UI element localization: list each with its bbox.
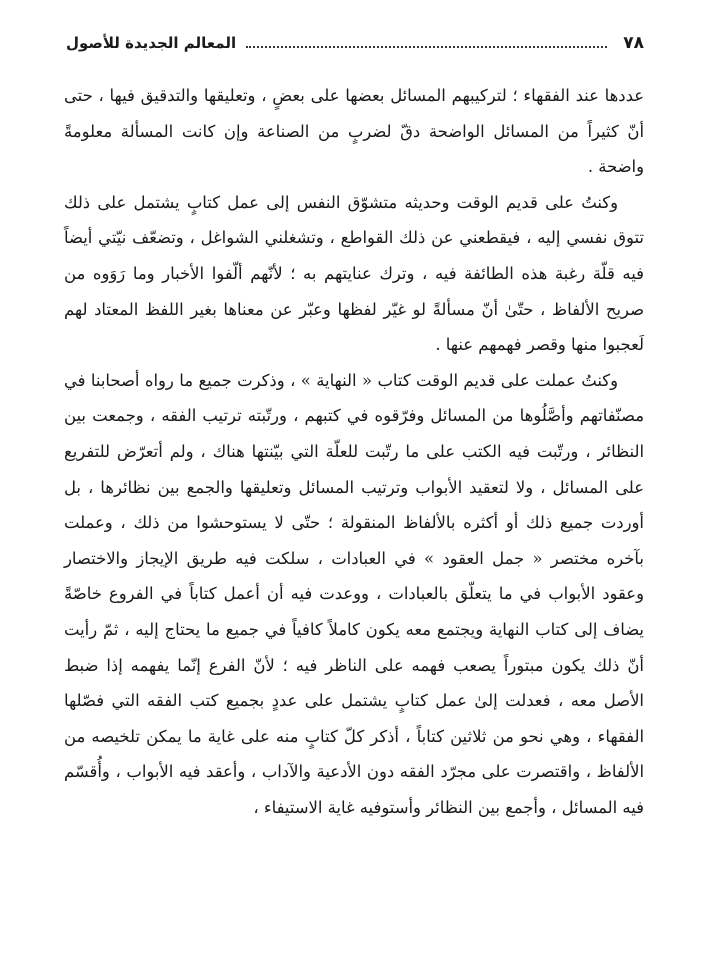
- paragraph: عددها عند الفقهاء ؛ لتركيبهم المسائل بعضها على بعضٍ ، وتعليقها والتدقيق فيها ، حتى أنّ كثيراً من المسائل الواضحة دقّ لضربٍ من الصناعة وإن كانت المسألة معلومةً واضحة .: [64, 86, 644, 177]
- page-header: [66, 30, 644, 56]
- paragraph: وكنتُ على قديم الوقت وحديثه متشوّق النفس إلى عمل كتابٍ يشتمل على ذلك تتوق نفسي إليه ، فيقطعني عن ذلك القواطع ، وتشغلني الشواغل ، وتضعّف نيّتي أيضاً فيه قلّة رغبة هذه الطائفة فيه ، وترك عنايتهم به ؛ لأنّهم ألّفوا الأخبار وما رَوَوه من صريح الألفاظ ، حتّىٰ أنّ مسألةً لو غيّر لفظها وعبّر عن معناها بغير اللفظ المعتاد لهم لَعجبوا منها وقصر فهمهم عنها .: [64, 192, 644, 355]
- header-leader-dots: [246, 46, 607, 48]
- running-title: المعالم الجديدة للأصول: [66, 34, 237, 52]
- body-text: [64, 78, 644, 825]
- page-number: ٧٨: [623, 33, 644, 53]
- paragraph: وكنتُ عملت على قديم الوقت كتاب « النهاية » ، وذكرت جميع ما رواه أصحابنا في مصنّفاتهم وأصَّلُوها من المسائل وفرّقوه في كتبهم ، ورتّبته ترتيب الفقه ، وجمعت بين النظائر ، ورتّبت فيه الكتب على ما رتّبت للعلّة التي بيّنتها هناك ، ولم أتعرّض للتفريع على المسائل ، ولا لتعقيد الأبواب وترتيب المسائل وتعليقها والجمع بين نظائرها ، بل أوردت جميع ذلك أو أكثره بالألفاظ المنقولة ؛ حتّى لا يستوحشوا من ذلك ، وعملت بآخره مختصر « جمل العقود » في العبادات ، سلكت فيه طريق الإيجاز والاختصار وعقود الأبواب في ما يتعلّق بالعبادات ، ووعدت فيه أن أعمل كتاباً في الفروع خاصّةً يضاف إلى كتاب النهاية ويجتمع معه يكون كاملاً كافياً في جميع ما يحتاج إليه ، ثمّ رأيت أنّ ذلك يكون مبتوراً يصعب فهمه على الناظر فيه ؛ لأنّ الفرع إنّما يفهمه إذا ضبط الأصل معه ، فعدلت إلىٰ عمل كتابٍ يشتمل على عددٍ بجميع كتب الفقه التي فصّلها الفقهاء ، وهي نحو من ثلاثين كتاباً ، أذكر كلّ كتابٍ منه على غاية ما يمكن تلخيصه من الألفاظ ، واقتصرت على مجرّد الفقه دون الأدعية والآداب ، وأعقد فيه الأبواب ، وأُقسّم فيه المسائل ، وأجمع بين النظائر وأستوفيه غاية الاستيفاء ،: [64, 370, 644, 817]
